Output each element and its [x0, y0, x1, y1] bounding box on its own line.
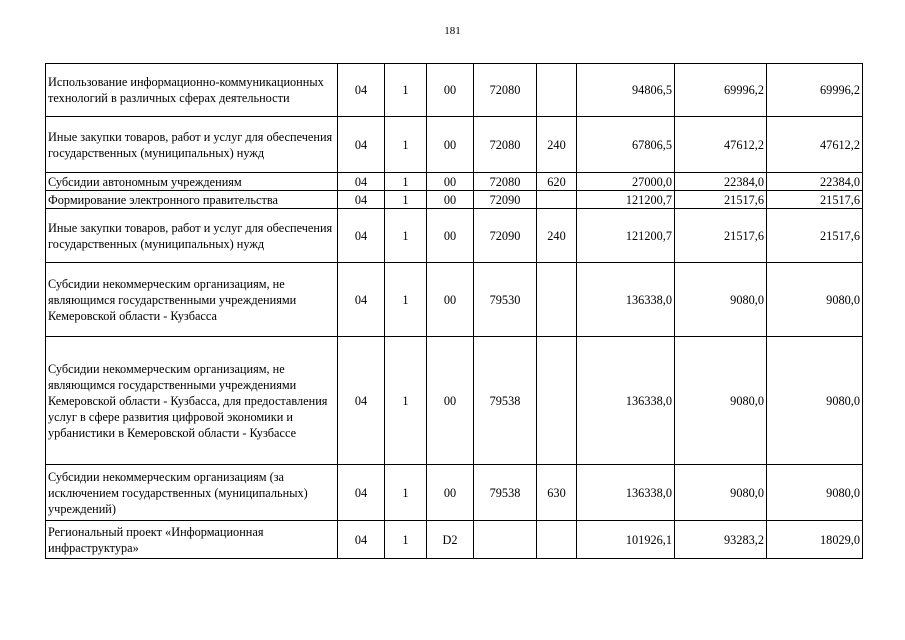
subprogram-code: 1	[385, 263, 427, 337]
row-name: Использование информационно-коммуникационных технологий в различных сферах деятельности	[46, 64, 338, 117]
target-code: 79538	[474, 337, 537, 465]
target-code: 72080	[474, 117, 537, 173]
expense-type	[537, 337, 577, 465]
direction-code: D2	[427, 521, 474, 559]
value-3: 21517,6	[767, 191, 863, 209]
direction-code: 00	[427, 173, 474, 191]
value-3: 69996,2	[767, 64, 863, 117]
page-number: 181	[444, 25, 461, 37]
value-1: 136338,0	[577, 337, 675, 465]
expense-type	[537, 521, 577, 559]
value-1: 101926,1	[577, 521, 675, 559]
table-row	[46, 209, 863, 263]
subprogram-code: 1	[385, 209, 427, 263]
section-code: 04	[338, 521, 385, 559]
section-code: 04	[338, 209, 385, 263]
expense-type	[537, 191, 577, 209]
value-1: 136338,0	[577, 263, 675, 337]
row-name: Иные закупки товаров, работ и услуг для обеспечения государственных (муниципальных) нужд	[46, 117, 338, 173]
row-name: Иные закупки товаров, работ и услуг для обеспечения государственных (муниципальных) нужд	[46, 209, 338, 263]
target-code: 72090	[474, 209, 537, 263]
subprogram-code: 1	[385, 191, 427, 209]
direction-code: 00	[427, 117, 474, 173]
value-2: 93283,2	[675, 521, 767, 559]
row-name: Региональный проект «Информационная инфраструктура»	[46, 521, 338, 559]
subprogram-code: 1	[385, 521, 427, 559]
direction-code: 00	[427, 337, 474, 465]
value-1: 27000,0	[577, 173, 675, 191]
section-code: 04	[338, 191, 385, 209]
row-name: Субсидии некоммерческим организациям (за исключением государственных (муниципальных) учреждений)	[46, 465, 338, 521]
direction-code: 00	[427, 263, 474, 337]
subprogram-code: 1	[385, 173, 427, 191]
target-code: 79538	[474, 465, 537, 521]
section-code: 04	[338, 337, 385, 465]
value-1: 94806,5	[577, 64, 675, 117]
row-name: Субсидии некоммерческим организациям, не являющимся государственными учреждениями Кемеровской области - Кузбасса	[46, 263, 338, 337]
section-code: 04	[338, 465, 385, 521]
table-row	[46, 465, 863, 521]
subprogram-code: 1	[385, 117, 427, 173]
value-3: 47612,2	[767, 117, 863, 173]
value-2: 9080,0	[675, 263, 767, 337]
expense-type	[537, 263, 577, 337]
value-1: 136338,0	[577, 465, 675, 521]
value-2: 21517,6	[675, 209, 767, 263]
subprogram-code: 1	[385, 465, 427, 521]
value-1: 67806,5	[577, 117, 675, 173]
expense-type: 240	[537, 117, 577, 173]
expense-type: 620	[537, 173, 577, 191]
value-2: 9080,0	[675, 465, 767, 521]
table-row	[46, 64, 863, 117]
subprogram-code: 1	[385, 337, 427, 465]
subprogram-code: 1	[385, 64, 427, 117]
table-row	[46, 173, 863, 191]
value-2: 21517,6	[675, 191, 767, 209]
section-code: 04	[338, 263, 385, 337]
target-code: 79530	[474, 263, 537, 337]
value-2: 9080,0	[675, 337, 767, 465]
value-1: 121200,7	[577, 191, 675, 209]
value-1: 121200,7	[577, 209, 675, 263]
table-row	[46, 337, 863, 465]
direction-code: 00	[427, 465, 474, 521]
value-3: 9080,0	[767, 337, 863, 465]
value-3: 9080,0	[767, 263, 863, 337]
value-2: 69996,2	[675, 64, 767, 117]
value-3: 21517,6	[767, 209, 863, 263]
target-code: 72080	[474, 64, 537, 117]
target-code: 72080	[474, 173, 537, 191]
value-3: 22384,0	[767, 173, 863, 191]
expense-type	[537, 64, 577, 117]
table-row	[46, 521, 863, 559]
budget-table	[45, 63, 863, 559]
row-name: Субсидии автономным учреждениям	[46, 173, 338, 191]
section-code: 04	[338, 64, 385, 117]
target-code	[474, 521, 537, 559]
section-code: 04	[338, 117, 385, 173]
value-2: 22384,0	[675, 173, 767, 191]
value-3: 18029,0	[767, 521, 863, 559]
table-row	[46, 263, 863, 337]
section-code: 04	[338, 173, 385, 191]
expense-type: 630	[537, 465, 577, 521]
value-2: 47612,2	[675, 117, 767, 173]
direction-code: 00	[427, 64, 474, 117]
direction-code: 00	[427, 191, 474, 209]
row-name: Субсидии некоммерческим организациям, не являющимся государственными учреждениями Кемеровской области - Кузбасса, для предоставления услуг в сфере развития цифровой экономики и урбанистики в Кемеровской области - Кузбассе	[46, 337, 338, 465]
table-row	[46, 117, 863, 173]
table-row	[46, 191, 863, 209]
expense-type: 240	[537, 209, 577, 263]
value-3: 9080,0	[767, 465, 863, 521]
target-code: 72090	[474, 191, 537, 209]
row-name: Формирование электронного правительства	[46, 191, 338, 209]
direction-code: 00	[427, 209, 474, 263]
